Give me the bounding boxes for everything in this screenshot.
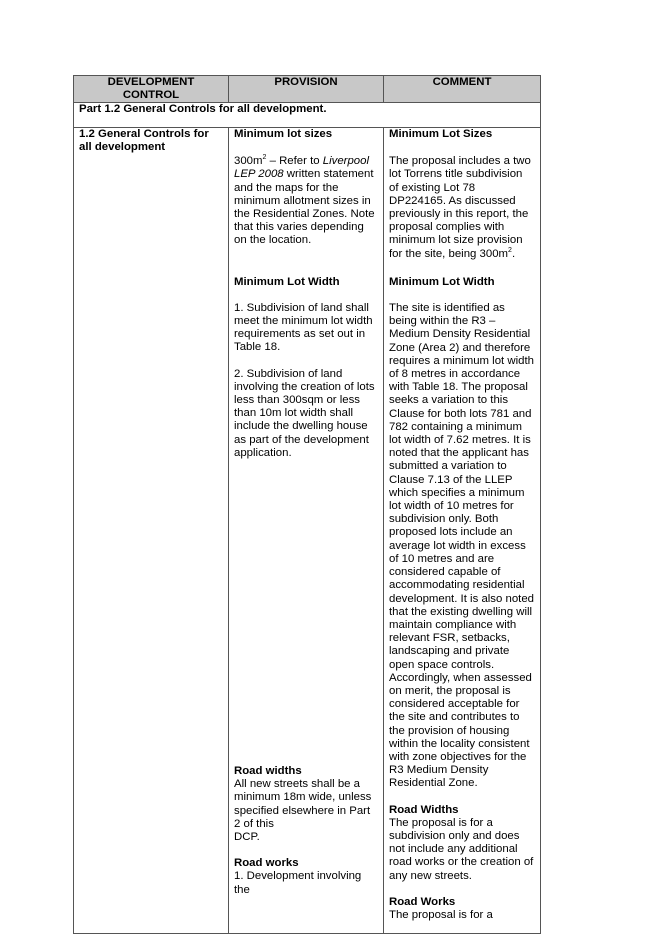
comment-road-widths-heading: Road Widths [389, 803, 459, 816]
control-title: 1.2 General Controls for all development [79, 128, 209, 154]
header-provision: PROVISION [229, 76, 384, 103]
comment-min-lot-sizes-text [389, 155, 535, 261]
provision-min-lot-width-2: 2. Subdivision of land involving the creation of lots less than 300sqm or less than 10m lot width shall include the dwelling house as part of the development application. [234, 367, 375, 459]
provision-road-widths-text-2: DCP. [234, 831, 260, 844]
header-development-control: DEVELOPMENT CONTROL [74, 76, 229, 103]
provision-min-lot-width-1: 1. Subdivision of land shall meet the minimum lot width requirements as set out in Table 18. [234, 301, 373, 354]
provision-min-lot-sizes-heading: Minimum lot sizes [234, 128, 333, 140]
comment-road-widths-text: The proposal is for a subdivision only and does not include any additional road works or the creation of any new streets. [389, 816, 534, 882]
development-control-table [73, 75, 541, 934]
min-lot-size-value: 300m [234, 155, 263, 168]
provision-road-works-text: 1. Development involving the [234, 870, 362, 896]
table-header-row [74, 76, 541, 103]
comment-min-lot-width-text: The site is identified as being within the R3 – Medium Density Residential Zone (Area 2) and therefore requires a minimum lot width of 8 metres in accordance with Table 18. The proposal seeks a variation to this Clause for both lots 781 and 782 containing a minimum lot width of 7.62 metres. It is noted that the applicant has submitted a variation to Clause 7.13 of the LLEP which specifies a minimum lot width of 10 metres for subdivision only. Both proposed lots include an average lot width in excess of 10 metres and are considered capable of accommodating residential development. It is also noted that the existing dwelling will maintain compliance with relevant FSR, setbacks, landscaping and private open space controls. Accordingly, when assessed on merit, the proposal is considered acceptable for the site and contributes to the provision of housing within the locality consistent with zone objectives for the R3 Medium Density Residential Zone. [389, 302, 535, 790]
controls-row [74, 128, 541, 934]
provision-road-widths-heading: Road widths [234, 765, 302, 778]
part-title-row [74, 103, 541, 128]
provision-min-lot-width-heading: Minimum Lot Width [234, 275, 340, 288]
part-title: Part 1.2 General Controls for all development. [74, 103, 541, 128]
provision-road-widths-text: All new streets shall be a minimum 18m wide, unless specified elsewhere in Part 2 of this [234, 778, 372, 830]
min-lot-size-text-b: written statement and the maps for the minimum allotment sizes in the Residential Zones. Note that this varies depending on the location. [234, 168, 375, 247]
header-comment: COMMENT [384, 76, 541, 103]
comment-min-lot-size-sup: 2 [508, 246, 512, 254]
provision-cell [229, 128, 384, 934]
comment-road-works-text: The proposal is for a [389, 908, 493, 921]
provision-min-lot-sizes-text [234, 155, 378, 247]
min-lot-size-text-a: – Refer to [266, 155, 323, 168]
comment-cell [384, 128, 541, 934]
comment-min-lot-sizes-body: The proposal includes a two lot Torrens title subdivision of existing Lot 78 DP224165. As discussed previously in this report, the proposal complies with minimum lot size provision for the site, being 300m [389, 155, 531, 260]
comment-min-lot-sizes-heading: Minimum Lot Sizes [389, 128, 493, 140]
min-lot-size-sup: 2 [262, 154, 267, 162]
control-cell [74, 128, 229, 934]
comment-min-lot-size-end: . [511, 247, 516, 260]
comment-road-works-heading: Road Works [389, 895, 456, 908]
comment-min-lot-width-heading: Minimum Lot Width [389, 275, 495, 288]
lep-reference: Liverpool LEP 2008 [234, 155, 369, 181]
provision-road-works-heading: Road works [234, 857, 299, 870]
